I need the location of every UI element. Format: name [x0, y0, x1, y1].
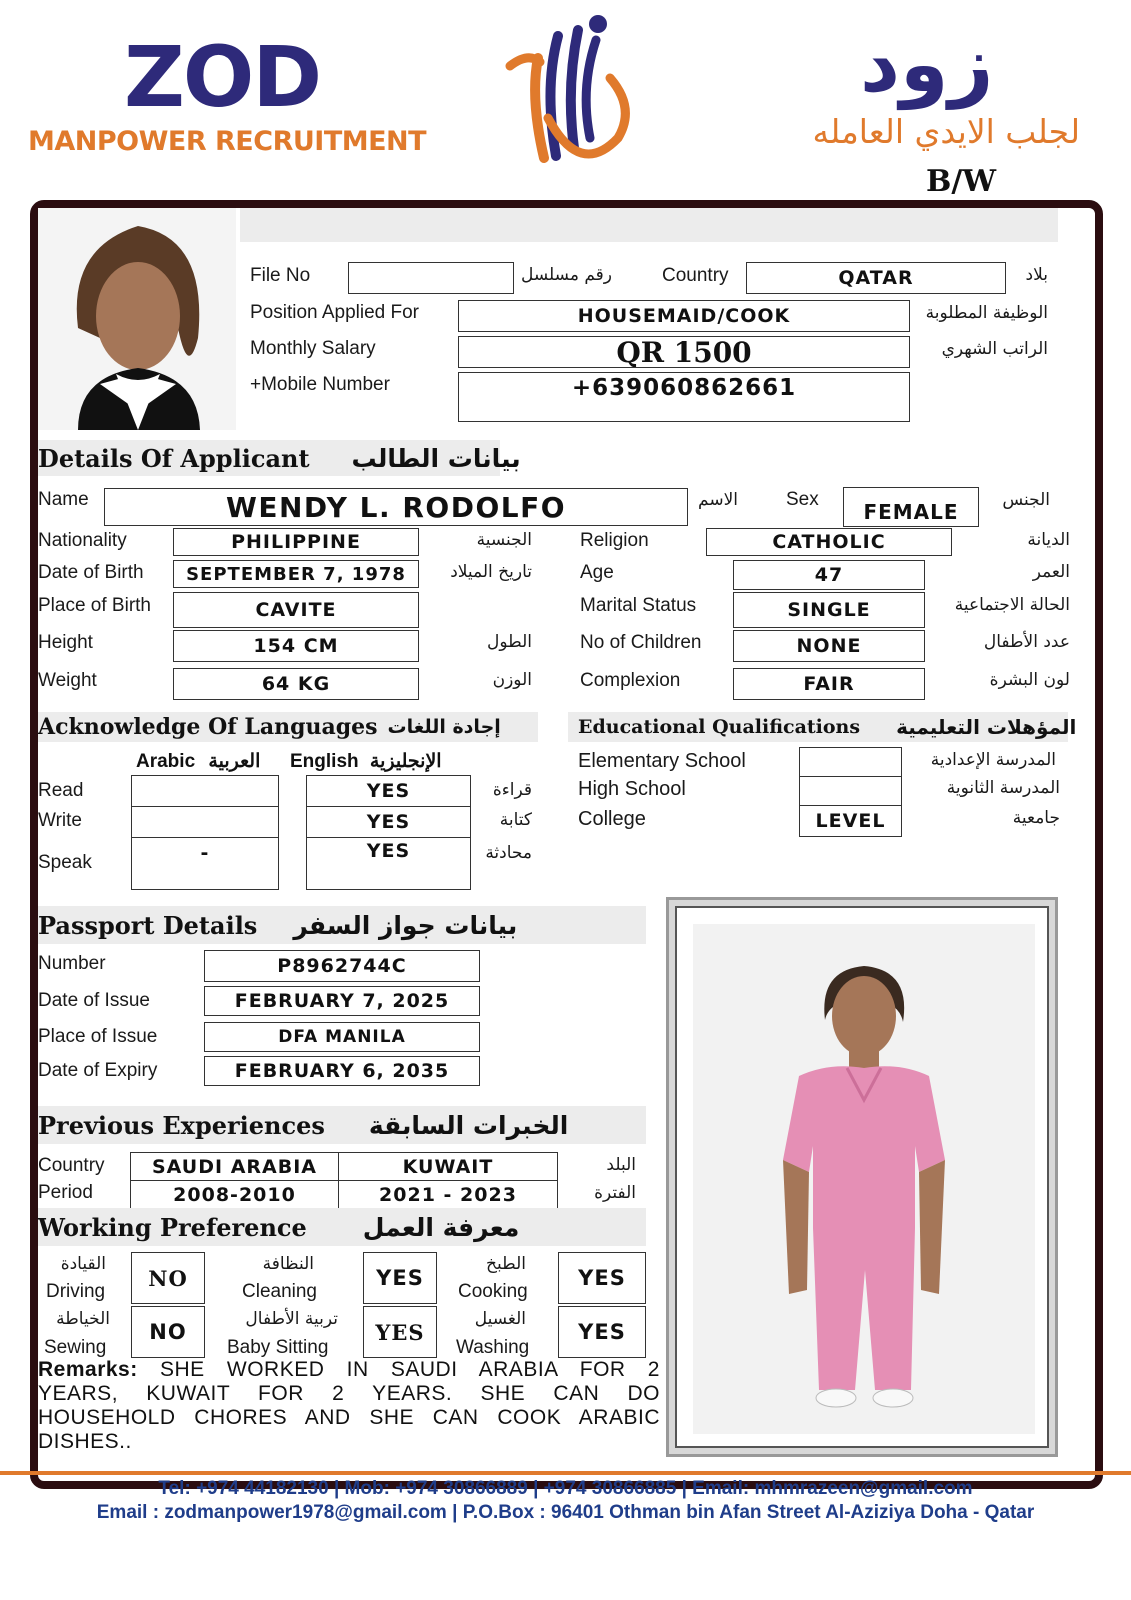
company-logo-icon: [500, 8, 640, 178]
brand-logo-text: ZOD: [124, 28, 321, 126]
languages-section-header: [38, 712, 538, 742]
passport-section-header: [38, 906, 646, 944]
salary-label: Monthly Salary: [250, 338, 376, 359]
pob-field: CAVITE: [173, 592, 419, 628]
write-arabic-field: [131, 806, 279, 838]
experience-section-header: [38, 1106, 646, 1144]
sewing-value: NO: [131, 1306, 205, 1358]
passport-expiry-label: Date of Expiry: [38, 1060, 158, 1081]
experience-country-1: SAUDI ARABIA: [130, 1152, 339, 1181]
passport-issue-date-label: Date of Issue: [38, 990, 150, 1011]
education-section-title: Educational Qualifications: [578, 716, 861, 738]
speak-label-ar: محادثة: [485, 843, 532, 863]
name-label: Name: [38, 489, 89, 510]
experience-period-label: Period: [38, 1182, 93, 1203]
speak-arabic-value: -: [200, 842, 210, 864]
salary-label-ar: الراتب الشهري: [941, 339, 1048, 359]
age-label: Age: [580, 562, 614, 583]
cleaning-label-ar: النظافة: [262, 1254, 314, 1274]
weight-field: 64 KG: [173, 668, 419, 700]
children-label: No of Children: [580, 632, 702, 653]
college-label-ar: جامعية: [1012, 808, 1060, 828]
height-label: Height: [38, 632, 93, 653]
experience-period-2: 2021 - 2023: [338, 1180, 558, 1209]
experience-period-label-ar: الفترة: [594, 1183, 636, 1203]
applicant-full-body-photo: [666, 897, 1058, 1457]
passport-section-title-ar: بيانات جواز السفر: [293, 910, 518, 940]
elementary-field: [799, 747, 902, 777]
sex-value: FEMALE: [863, 500, 959, 524]
passport-expiry-field: FEBRUARY 6, 2035: [204, 1056, 480, 1086]
mobile-field: [458, 372, 910, 422]
english-header-ar: الإنجليزية: [369, 751, 442, 772]
remarks: [38, 1358, 660, 1454]
marital-label: Marital Status: [580, 595, 697, 616]
country-field: QATAR: [746, 262, 1006, 294]
religion-label-ar: الديانة: [1027, 530, 1070, 550]
experience-section-title-ar: الخبرات السابقة: [368, 1110, 569, 1140]
arabic-header-en: Arabic: [136, 751, 196, 772]
experience-country-label-ar: البلد: [606, 1155, 636, 1175]
children-label-ar: عدد الأطفال: [983, 632, 1070, 652]
education-section-header: [568, 712, 1077, 742]
remarks-text: SHE WORKED IN SAUDI ARABIA FOR 2 YEARS, KUWAIT FOR 2 YEARS. SHE CAN DO HOUSEHOLD CHORES AND SHE CAN COOK ARABIC DISHES..: [38, 1358, 660, 1453]
dob-label-ar: تاريخ الميلاد: [450, 562, 532, 582]
baby-sitting-label: Baby Sitting: [227, 1337, 329, 1358]
name-field: [104, 488, 688, 526]
cooking-label-ar: الطبخ: [486, 1254, 526, 1274]
height-field: 154 CM: [173, 630, 419, 662]
footer-divider: [0, 1471, 1131, 1475]
marital-label-ar: الحالة الاجتماعية: [954, 595, 1070, 615]
write-english-field: YES: [306, 806, 471, 838]
read-label: Read: [38, 780, 84, 801]
applicant-head-photo: [38, 208, 236, 430]
dob-field: SEPTEMBER 7, 1978: [173, 560, 419, 588]
driving-label-ar: القيادة: [60, 1254, 106, 1274]
file-no-field: [348, 262, 514, 294]
experience-country-2: KUWAIT: [338, 1152, 558, 1181]
cooking-value: YES: [558, 1252, 646, 1304]
elementary-label-ar: المدرسة الإعدادية: [930, 750, 1056, 770]
footer-contact-line-2: Email : zodmanpower1978@gmail.com | P.O.Box : 96401 Othman bin Afan Street Al-Aziziya Doha - Qatar: [96, 1502, 1035, 1523]
header-banner: [240, 208, 1058, 242]
passport-issue-place-label: Place of Issue: [38, 1026, 158, 1047]
high-school-label-ar: المدرسة الثانوية: [946, 778, 1060, 798]
children-field: NONE: [733, 630, 925, 662]
english-column-header: [290, 750, 442, 773]
passport-number-label: Number: [38, 953, 106, 974]
weight-label-ar: الوزن: [492, 670, 532, 690]
write-label-ar: كتابة: [499, 810, 532, 830]
passport-issue-date-field: FEBRUARY 7, 2025: [204, 986, 480, 1016]
education-section-title-ar: المؤهلات التعليمية: [896, 715, 1077, 739]
brand-tagline: MANPOWER RECRUITMENT: [28, 126, 427, 157]
passport-number-field: P8962744C: [204, 950, 480, 982]
document-code: B/W: [926, 164, 997, 199]
washing-label-ar: الغسيل: [474, 1309, 526, 1329]
file-no-label: File No: [250, 265, 311, 286]
preference-section-header: [38, 1208, 646, 1246]
elementary-label: Elementary School: [578, 750, 746, 772]
sex-label-ar: الجنس: [1002, 490, 1050, 510]
speak-english-field: [306, 837, 471, 890]
arabic-header-ar: العربية: [208, 751, 261, 772]
sewing-label: Sewing: [44, 1337, 107, 1358]
position-label-ar: الوظيفة المطلوبة: [925, 303, 1048, 323]
nationality-field: PHILIPPINE: [173, 528, 419, 556]
read-arabic-field: [131, 775, 279, 807]
experience-section-title: Previous Experiences: [38, 1110, 325, 1140]
marital-field: SINGLE: [733, 592, 925, 628]
nationality-label: Nationality: [38, 530, 127, 551]
brand-tagline-arabic: لجلب الايدي العامله: [812, 112, 1080, 151]
religion-label: Religion: [580, 530, 649, 551]
position-field: HOUSEMAID/COOK: [458, 300, 910, 332]
experience-country-label: Country: [38, 1155, 105, 1176]
cooking-label: Cooking: [458, 1281, 528, 1302]
dob-label: Date of Birth: [38, 562, 144, 583]
name-label-ar: الاسم: [698, 490, 738, 510]
driving-value: NO: [131, 1252, 205, 1304]
complexion-field: FAIR: [733, 668, 925, 700]
write-label: Write: [38, 810, 82, 831]
languages-section-title: Acknowledge Of Languages: [38, 714, 378, 740]
speak-arabic-field: [131, 837, 279, 890]
applicant-section-title: Details Of Applicant: [38, 443, 310, 473]
washing-label: Washing: [456, 1337, 530, 1358]
sex-label: Sex: [786, 489, 819, 510]
footer-contact-line-1: Tel: +974 44182130 | Mob: +974 30866889 | +974 30866885 | Email: mhmrazeen@gmail.com: [158, 1478, 973, 1499]
college-field: LEVEL: [799, 805, 902, 837]
cleaning-label: Cleaning: [242, 1281, 317, 1302]
sewing-label-ar: الخياطة: [56, 1309, 110, 1329]
speak-english-value: YES: [366, 840, 411, 862]
age-field: 47: [733, 560, 925, 590]
high-school-field: [799, 776, 902, 806]
position-label: Position Applied For: [250, 302, 419, 323]
file-no-label-ar: رقم مسلسل: [521, 265, 612, 285]
religion-field: CATHOLIC: [706, 528, 952, 556]
passport-issue-place-field: DFA MANILA: [204, 1022, 480, 1052]
applicant-section-header: [38, 440, 521, 476]
country-label: Country: [662, 265, 729, 286]
languages-section-title-ar: إجادة اللغات: [387, 716, 501, 738]
salary-field: QR 1500: [458, 336, 910, 368]
remarks-label: Remarks:: [38, 1358, 138, 1381]
pob-label: Place of Birth: [38, 595, 151, 616]
weight-label: Weight: [38, 670, 97, 691]
experience-period-1: 2008-2010: [130, 1180, 339, 1209]
preference-section-title-ar: معرفة العمل: [362, 1212, 520, 1242]
driving-label: Driving: [46, 1281, 106, 1302]
speak-label: Speak: [38, 852, 92, 873]
brand-logo-arabic: زود: [860, 20, 994, 110]
arabic-column-header: [136, 750, 260, 773]
baby-sitting-value: YES: [363, 1306, 437, 1358]
height-label-ar: الطول: [487, 632, 532, 652]
complexion-label: Complexion: [580, 670, 681, 691]
name-value: WENDY L. RODOLFO: [225, 490, 567, 524]
age-label-ar: العمر: [1032, 562, 1070, 582]
read-english-field: YES: [306, 775, 471, 807]
mobile-value: +639060862661: [571, 375, 797, 401]
applicant-section-title-ar: بيانات الطالب: [351, 443, 521, 473]
english-header-en: English: [290, 751, 359, 772]
sex-field: [843, 487, 979, 527]
complexion-label-ar: لون البشرة: [989, 670, 1070, 690]
mobile-label: +Mobile Number: [250, 374, 390, 395]
passport-section-title: Passport Details: [38, 910, 258, 940]
nationality-label-ar: الجنسية: [476, 530, 532, 550]
baby-sitting-label-ar: تربية الأطفال: [245, 1309, 338, 1329]
high-school-label: High School: [578, 778, 686, 800]
college-label: College: [578, 808, 646, 830]
read-label-ar: قراءة: [492, 780, 532, 800]
preference-section-title: Working Preference: [38, 1212, 307, 1242]
country-label-ar: بلاد: [1025, 265, 1048, 285]
washing-value: YES: [558, 1306, 646, 1358]
cleaning-value: YES: [363, 1252, 437, 1304]
